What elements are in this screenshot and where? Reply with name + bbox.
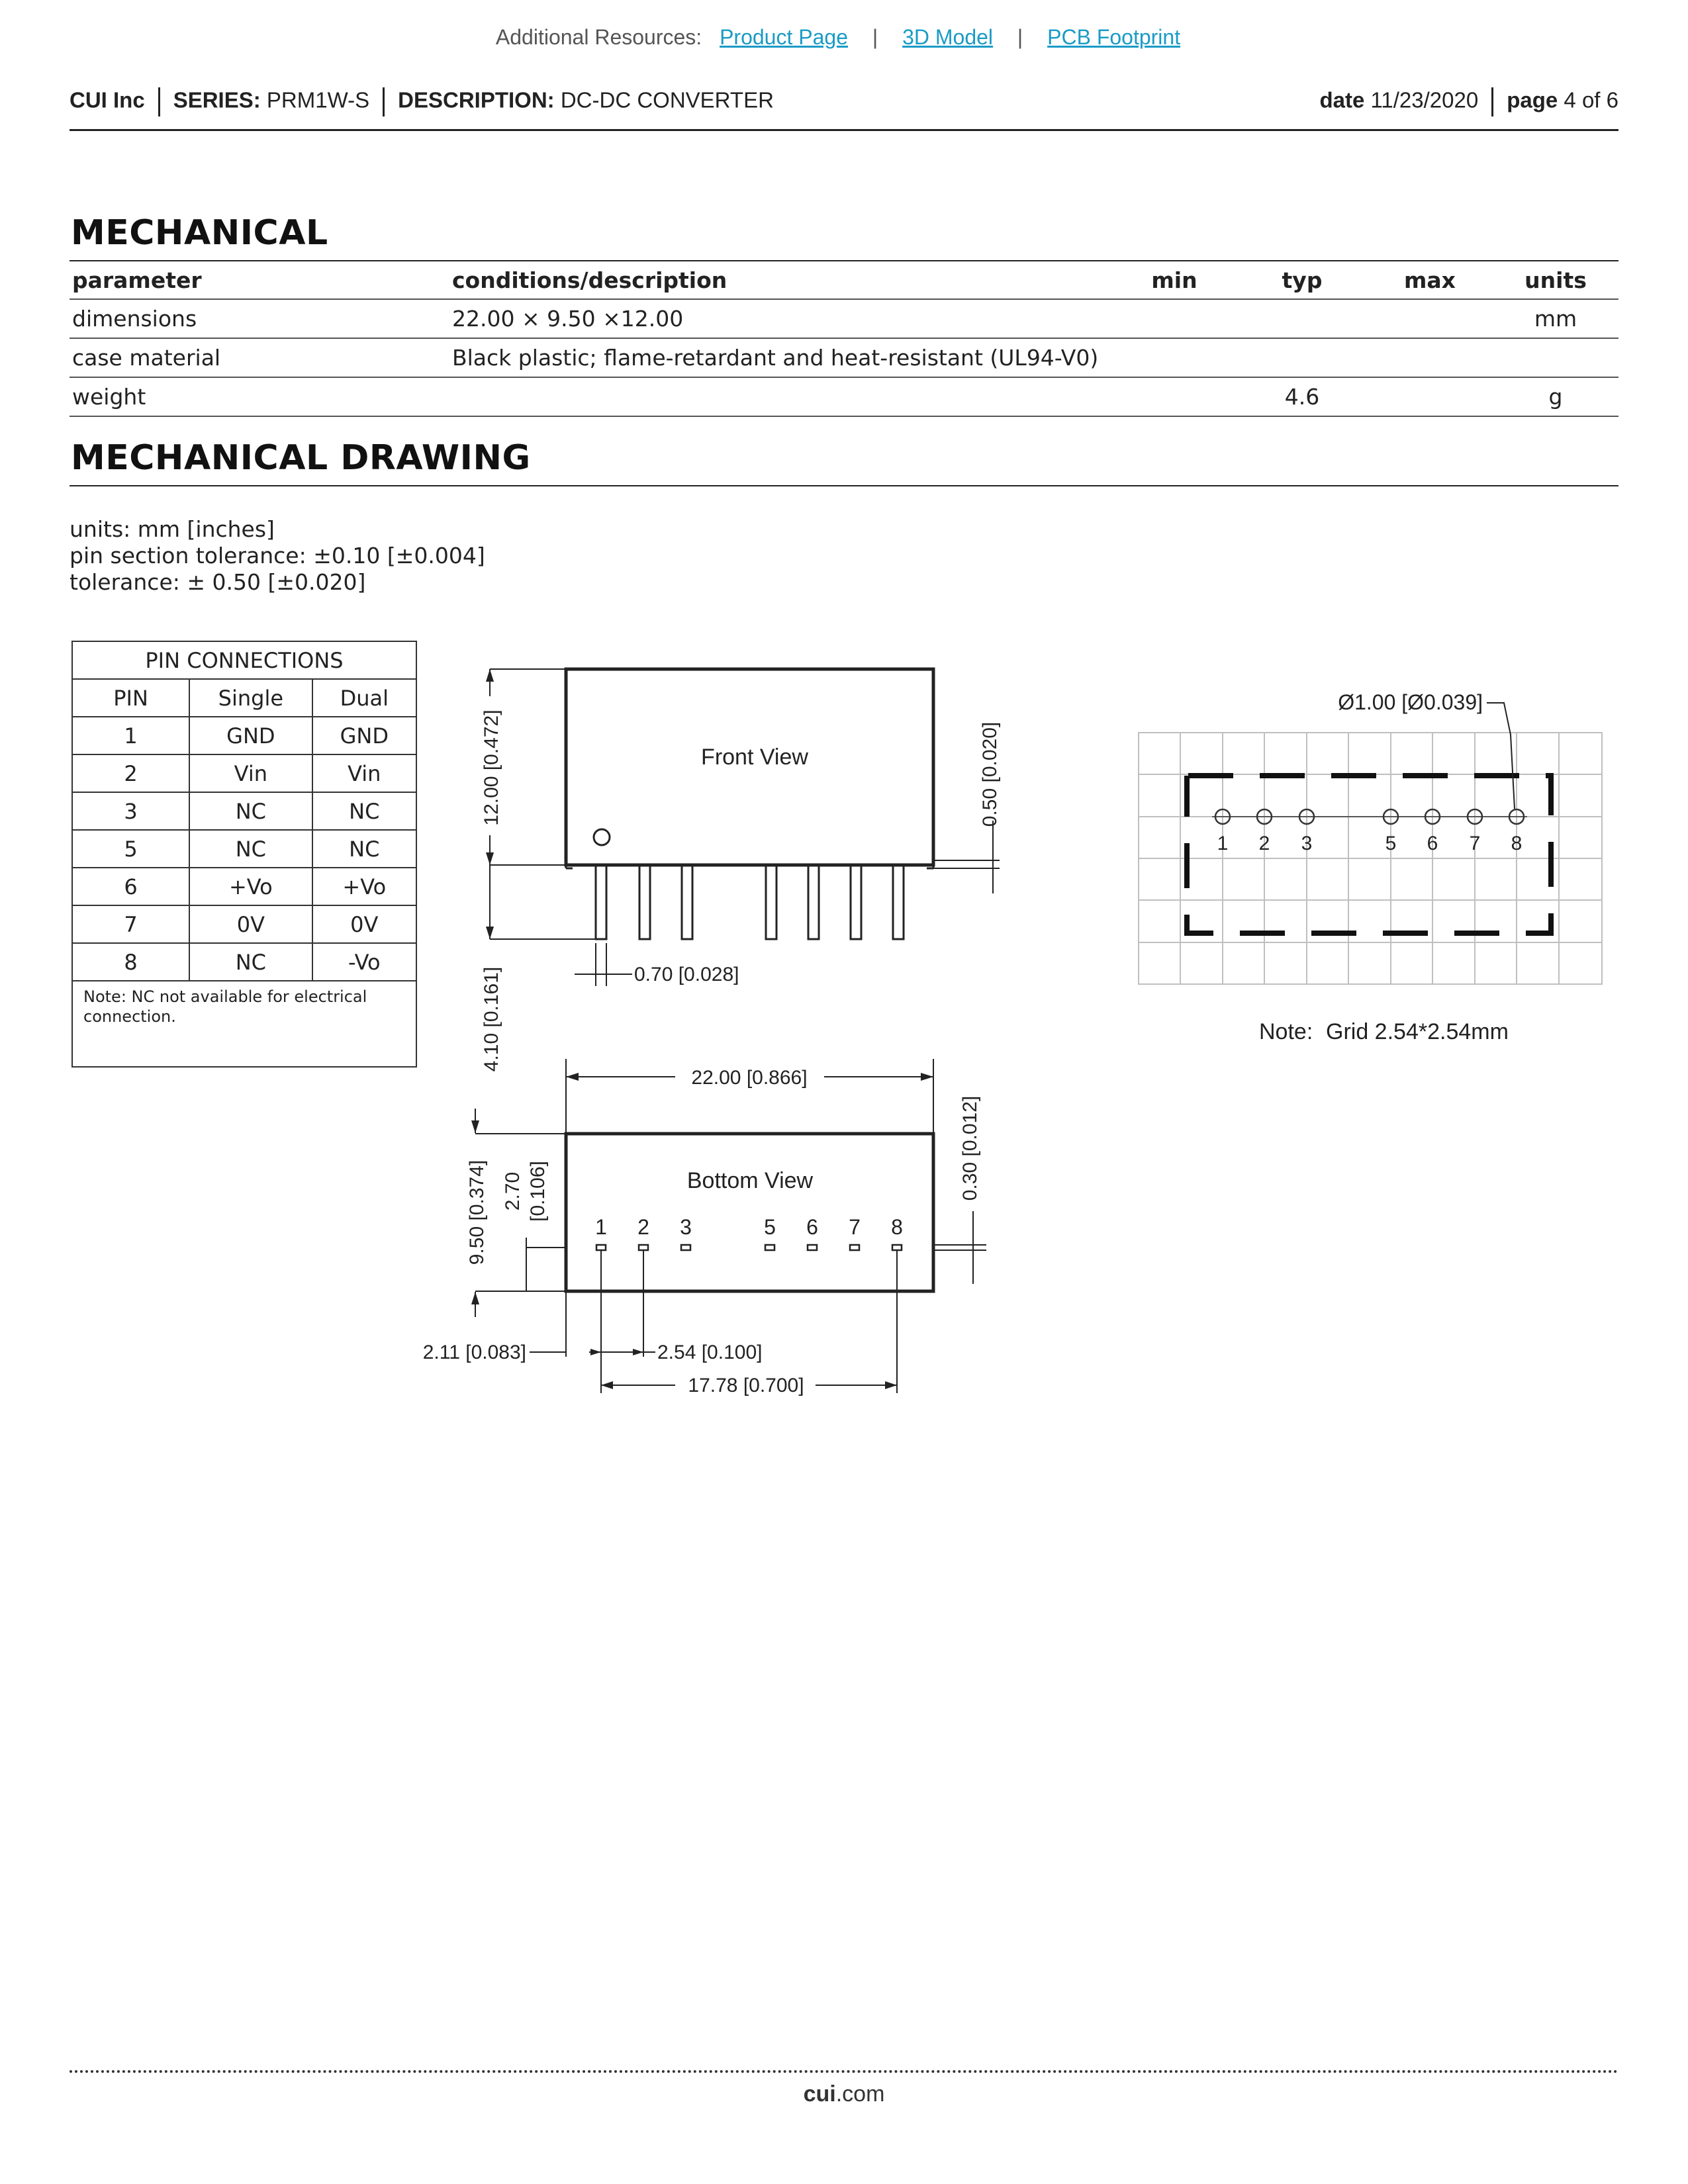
front-pin [808,865,819,939]
divider [158,87,160,116]
cell: 0V [312,905,416,943]
bottom-pin [850,1245,859,1250]
date-label: date [1319,87,1365,113]
footprint-holes [1212,809,1527,824]
leader-line [1487,703,1515,809]
dim-pin-row-label: [0.106] [527,1161,549,1222]
col-min: min [1111,261,1237,299]
table-row [72,905,416,943]
3d-model-link[interactable]: 3D Model [902,25,994,49]
pin-table-title: PIN CONNECTIONS [72,641,416,679]
table-row [72,868,416,905]
dim-depth-label: 9.50 [0.374] [466,1160,488,1265]
table-header-row [70,261,1618,299]
footprint-pin-numbers [1217,833,1523,854]
pin-number: 1 [1217,833,1229,854]
pin-number: 8 [891,1215,903,1239]
col-max: max [1367,261,1493,299]
cell: mm [1493,299,1618,338]
bottom-pin [765,1245,774,1250]
component-outline [1187,776,1551,933]
col-single: Single [189,679,312,717]
bottom-pins [596,1245,902,1250]
document-header-right [1319,87,1618,116]
document-header-left [70,87,774,116]
dim-pin-length-label: 4.10 [0.161] [481,966,502,1072]
footprint-grid [1139,733,1602,984]
dim-edge-label: 2.11 [0.083] [422,1342,526,1363]
cell: dimensions [70,299,449,338]
pin-number: 1 [595,1215,607,1239]
arrowhead [486,852,494,865]
table-row [70,377,1618,416]
pin-number: 2 [637,1215,649,1239]
cell [1367,299,1493,338]
bottom-pin-numbers [595,1215,903,1239]
pin-connections-table [71,641,417,1068]
header-rule [70,129,1618,131]
divider [1491,87,1493,116]
table-header-row [72,679,416,717]
cell: NC [189,943,312,981]
bottom-view-label: Bottom View [686,1168,814,1193]
mechanical-title: MECHANICAL [71,213,328,253]
col-conditions: conditions/description [449,261,1111,299]
mechanical-drawing [397,649,1006,1396]
cell: 22.00 × 9.50 ×12.00 [449,299,1111,338]
dim-height-label: 12.00 [0.472] [481,709,502,826]
arrowhead [590,1349,601,1355]
dim-pin-width-label: 0.70 [0.028] [634,964,739,985]
arrowhead [471,1292,479,1304]
front-pin [766,865,776,939]
table-row [72,754,416,792]
bottom-pin [808,1245,817,1250]
cell: GND [189,717,312,754]
dim-pin-row-label: 2.70 [502,1171,524,1211]
cell [449,377,1111,416]
hole-size-label: Ø1.00 [Ø0.039] [1338,690,1483,714]
table-row [70,299,1618,338]
pin1-marker [594,829,610,845]
units-notes [70,516,485,596]
bottom-pin [596,1245,606,1250]
footer-domain-rest: .com [835,2081,885,2107]
col-parameter: parameter [70,261,449,299]
arrowhead [566,1073,579,1081]
separator: | [1017,25,1023,49]
cell: 1 [72,717,189,754]
description-value: DC-DC CONVERTER [560,87,774,113]
front-pins [596,865,904,939]
pcb-footprint-drawing [1125,682,1615,1052]
front-pin [682,865,692,939]
cell: 6 [72,868,189,905]
pin-tolerance-line: pin section tolerance: ±0.10 [±0.004] [70,543,485,569]
page-number: 4 of 6 [1564,87,1618,113]
cell: NC [312,830,416,868]
arrowhead [885,1381,897,1389]
mechanical-table [70,261,1618,417]
cell: 4.6 [1237,377,1367,416]
cell: 5 [72,830,189,868]
col-pin: PIN [72,679,189,717]
front-view-label: Front View [701,745,808,770]
dim-standoff-label: 0.50 [0.020] [979,721,1001,827]
pin-number: 2 [1258,833,1270,854]
cell: +Vo [189,868,312,905]
cell [1237,299,1367,338]
cell: 2 [72,754,189,792]
page-label: page [1507,87,1558,113]
table-row [72,792,416,830]
dim-width-label: 22.00 [0.866] [691,1067,808,1089]
bottom-pin [639,1245,648,1250]
tolerance-line: tolerance: ± 0.50 [±0.020] [70,569,366,595]
table-row [72,943,416,981]
pin-number: 7 [1469,833,1481,854]
bottom-pin [892,1245,902,1250]
divider [383,87,385,116]
col-typ: typ [1237,261,1367,299]
additional-resources [0,25,1688,50]
separator: | [872,25,878,49]
cell: GND [312,717,416,754]
table-row [70,338,1618,377]
col-units: units [1493,261,1618,299]
product-page-link[interactable]: Product Page [720,25,848,49]
cell: Black plastic; flame-retardant and heat-resistant (UL94-V0) [449,338,1618,377]
pin-number: 6 [1427,833,1438,854]
grid-note: Grid 2.54*2.54mm [1326,1019,1509,1044]
arrowhead [601,1381,613,1389]
cell: 0V [189,905,312,943]
footer-domain-bold: cui [803,2081,836,2107]
cell: +Vo [312,868,416,905]
cell: 3 [72,792,189,830]
cell [1111,377,1237,416]
section-rule [70,485,1618,486]
pin-number: 3 [1301,833,1313,854]
pin-number: 3 [680,1215,692,1239]
front-pin [596,865,606,939]
footer-rule [70,2070,1618,2073]
pin-table-note: Note: NC not available for electrical connection. [72,981,416,1067]
units-line: units: mm [inches] [70,516,275,542]
table-row [72,830,416,868]
cell: NC [189,792,312,830]
cell: -Vo [312,943,416,981]
cell: NC [312,792,416,830]
pin-number: 7 [849,1215,861,1239]
description-label: DESCRIPTION: [398,87,555,113]
arrowhead [486,927,494,939]
arrowhead [633,1349,643,1355]
front-pin [639,865,650,939]
cell: NC [189,830,312,868]
dim-pitch-label: 2.54 [0.100] [657,1342,763,1363]
col-dual: Dual [312,679,416,717]
cell: weight [70,377,449,416]
cell [1111,299,1237,338]
dim-pin-size-label: 0.30 [0.012] [959,1095,981,1201]
cell: 7 [72,905,189,943]
arrowhead [486,669,494,682]
bottom-view-body [566,1134,933,1291]
grid-note-prefix: Note: [1259,1019,1313,1044]
series-value: PRM1W-S [266,87,370,113]
mechanical-drawing-title: MECHANICAL DRAWING [71,438,531,478]
cell: Vin [189,754,312,792]
bottom-pin [681,1245,690,1250]
cell: 8 [72,943,189,981]
pin-number: 8 [1511,833,1523,854]
cell: g [1493,377,1618,416]
resources-label: Additional Resources: [495,25,702,49]
dim-span-label: 17.78 [0.700] [688,1375,804,1396]
cell [1367,377,1493,416]
date-value: 11/23/2020 [1370,87,1479,113]
arrowhead [921,1073,933,1081]
pin-number: 5 [764,1215,776,1239]
arrowhead [471,1120,479,1133]
pcb-footprint-link[interactable]: PCB Footprint [1047,25,1181,49]
pin-number: 6 [806,1215,818,1239]
company-name: CUI Inc [70,87,145,113]
cell: case material [70,338,449,377]
pin-number: 5 [1385,833,1397,854]
footer [0,2081,1688,2107]
front-pin [893,865,904,939]
series-label: SERIES: [173,87,261,113]
table-row [72,717,416,754]
front-pin [851,865,861,939]
cell: Vin [312,754,416,792]
